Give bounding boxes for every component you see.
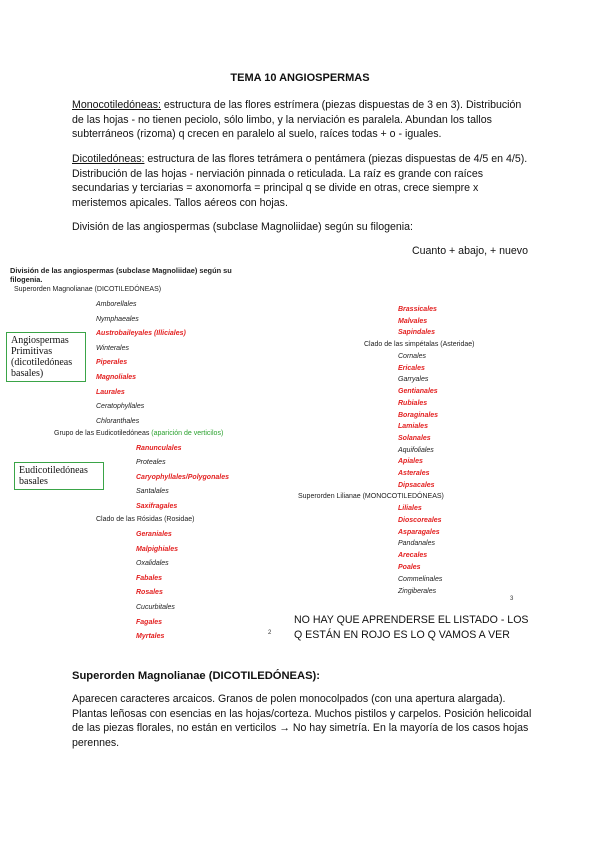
figure-header-line2: filogenia.: [10, 275, 43, 284]
order-item: Malpighiales: [136, 545, 179, 553]
order-item: Gentianales: [398, 388, 438, 396]
order-item: Lamiales: [398, 423, 428, 431]
monocot-term: Monocotiledóneas:: [72, 99, 161, 111]
order-item: Oxalidales: [136, 560, 169, 568]
order-item: Saxifragales: [136, 502, 178, 510]
asterid-clade-label: Clado de las simpétalas (Asteridae): [364, 341, 475, 348]
eudicot-group-note: (aparición de verticilos): [151, 430, 224, 437]
phylogeny-figure: [0, 260, 600, 650]
order-item: Laurales: [96, 388, 125, 396]
order-item: Solanales: [398, 434, 431, 442]
order-item: Garryales: [398, 376, 429, 384]
section-text: Aparecen caracteres arcaicos. Granos de polen monocolpados (con una apertura alargada). Plantas leñosas con esencias en las hojas/corteza. Muchos pistilos y carpelos. Posición helicoidal de las piezas florales, no están en verticilos → No hay simetría. En la mayoría de los casos hojas perennes.: [72, 693, 532, 749]
order-item: Liliales: [398, 505, 422, 512]
order-item: Pandanales: [398, 540, 435, 548]
superorden-magnolianae-label: Superorden Magnolianae (DICOTILEDÓNEAS): [14, 286, 162, 293]
order-item: Cucurbitales: [136, 604, 175, 611]
order-item: Cornales: [398, 353, 427, 360]
section-title: Superorden Magnolianae (DICOTILEDÓNEAS):: [72, 670, 321, 682]
monocot-text: estructura de las flores estrímera (piezas dispuestas de 3 en 3). Distribución de las hojas - no tienen peciolo, sólo limbo, y la nerviación es paralela. Abundan los tallos subterráneos (rizoma) q crecen en paralelo al suelo, raíces todas + o - iguales.: [72, 99, 522, 141]
order-item: Magnoliales: [96, 374, 137, 381]
order-item: Proteales: [136, 459, 166, 467]
order-item: Amborellales: [96, 301, 137, 308]
dicot-paragraph: [72, 152, 534, 210]
order-item: Arecales: [398, 552, 428, 560]
order-item: Dioscoreales: [398, 516, 442, 524]
eudicot-group-name: Grupo de las Eudicotiledóneas: [54, 430, 150, 437]
order-item: Dipsacales: [398, 481, 435, 489]
order-item: Rosales: [136, 589, 163, 597]
order-item: Poales: [398, 564, 421, 571]
superorden-lilianae-label: Superorden Lilianae (MONOCOTILEDÓNEAS): [298, 493, 444, 500]
order-item: Aquifoliales: [398, 446, 434, 454]
order-item: Malvales: [398, 317, 428, 325]
page-title: TEMA 10 ANGIOSPERMAS: [230, 72, 370, 84]
order-item: Asparagales: [398, 528, 440, 536]
order-item: Nymphaeales: [96, 315, 139, 323]
order-item: Fagales: [136, 618, 163, 626]
eudicot-group-label: [54, 430, 223, 437]
order-item: Asterales: [398, 470, 430, 477]
order-item: Ceratophyllales: [96, 403, 145, 411]
order-item: Brassicales: [398, 306, 437, 313]
angiospermas-primitivas-box: Angiospermas Primitivas (dicotiledóneas basales): [6, 332, 86, 382]
order-item: Commelinales: [398, 575, 443, 583]
eudicotiledoneas-basales-box: Eudicotiledóneas basales: [14, 462, 104, 490]
order-item: Ranunculales: [136, 445, 182, 452]
order-item: Fabales: [136, 574, 163, 582]
rosid-clade-label: Clado de las Rósidas (Rosidae): [96, 516, 195, 523]
order-item: Piperales: [96, 359, 128, 367]
division-heading: División de las angiospermas (subclase Magnoliidae) según su filogenia:: [72, 221, 413, 233]
order-item: Chloranthales: [96, 417, 140, 425]
order-item: Boraginales: [398, 411, 439, 419]
order-item: Winterales: [96, 344, 130, 352]
order-item: Caryophyllales/Polygonales: [136, 473, 229, 481]
monocot-paragraph: [72, 98, 534, 142]
order-item: Sapindales: [398, 329, 435, 337]
order-item: Rubiales: [398, 399, 428, 407]
order-item: Myrtales: [136, 633, 165, 641]
order-item: Zingiberales: [398, 587, 437, 595]
order-item: Santalales: [136, 488, 169, 496]
order-item: Geraniales: [136, 531, 172, 538]
dicot-term: Dicotiledóneas:: [72, 153, 145, 165]
figure-header-line1: División de las angiospermas (subclase Magnoliidae) según su: [10, 266, 232, 275]
figure-corner-mark: 3: [510, 596, 514, 602]
listado-note: NO HAY QUE APRENDERSE EL LISTADO - LOS Q ESTÁN EN ROJO ES LO Q VAMOS A VER: [294, 614, 529, 641]
figure-page-mark: 2: [268, 630, 272, 636]
order-item: Austrobaileyales (Illiciales): [96, 330, 186, 338]
cuanto-note: Cuanto + abajo, + nuevo: [411, 245, 528, 257]
dicot-text: estructura de las flores tetrámera o pentámera (piezas dispuestas de 4/5 en 4/5). Distribución de las hojas - nerviación pinnada o reticulada. La raíz es grande con raíces secundarias y terciarias = axonomorfa = principal q se divide en otras, crece siempre x meristemos apicales. Tallos aéreos con hojas.: [72, 153, 528, 209]
order-item: Apiales: [398, 458, 423, 466]
order-item: Ericales: [398, 364, 425, 372]
